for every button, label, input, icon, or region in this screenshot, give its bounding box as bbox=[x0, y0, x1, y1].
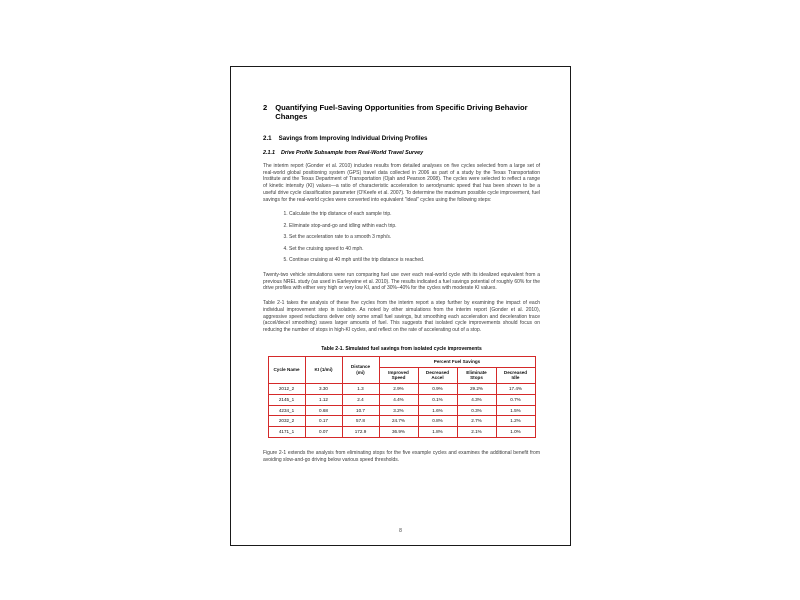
list-item: 3. Set the acceleration rate to a smooth 3 mph/s. bbox=[289, 234, 540, 241]
table-cell: 2.9% bbox=[379, 384, 418, 395]
column-header-eliminate-stops: Eliminate Stops bbox=[457, 367, 496, 383]
table-cell: 57.8 bbox=[342, 416, 379, 427]
table-header-row bbox=[268, 356, 535, 367]
subsubsection-heading bbox=[263, 150, 540, 156]
table-cell: 17.4% bbox=[496, 384, 535, 395]
table-cell: 24.7% bbox=[379, 416, 418, 427]
table-cell: 4234_1 bbox=[268, 405, 305, 416]
table-cell: 1.3 bbox=[342, 384, 379, 395]
table-cell: 0.8% bbox=[418, 416, 457, 427]
table-caption: Table 2-1. Simulated fuel savings from isolated cycle improvements bbox=[321, 345, 482, 352]
table-cell: 2032_2 bbox=[268, 416, 305, 427]
column-header-decreased-accel: Decreased Accel bbox=[418, 367, 457, 383]
table-cell: 2.4 bbox=[342, 394, 379, 405]
table-cell: 0.1% bbox=[418, 394, 457, 405]
table-cell: 1.2% bbox=[496, 416, 535, 427]
table-cell: 1.12 bbox=[305, 394, 342, 405]
subsubsection-number: 2.1.1 bbox=[263, 149, 275, 156]
column-header-group: Percent Fuel Savings bbox=[379, 356, 535, 367]
table-header bbox=[268, 356, 535, 383]
subsection-title: Savings from Improving Individual Driving Profiles bbox=[278, 134, 428, 142]
table-row bbox=[268, 427, 535, 438]
table-body bbox=[268, 384, 535, 438]
table-cell: 0.7% bbox=[496, 394, 535, 405]
paragraph-intro: The interim report (Gonder et al. 2010) includes results from detailed analyses on five cycles selected from a large set of real-world global positioning system (GPS) travel data collected in 2006 as part of a study by the Texas Transportation Institute and the Texas Department of Transportation (Ojah and Pearson 2008). The cycles were selected to reflect a range of kinetic intensity (KI) values—a ratio of characteristic acceleration to aerodynamic speed that has been shown to be a useful drive cycle classification parameter (O'Keefe et al. 2007). To determine the maximum possible cycle improvement, fuel savings for the real-world cycles were converted into equivalent "ideal" cycles using the following steps: bbox=[263, 162, 540, 203]
subsubsection-title: Drive Profile Subsample from Real-World Travel Survey bbox=[281, 149, 424, 156]
column-header-cycle-name: Cycle Name bbox=[268, 356, 305, 383]
table-cell: 3.30 bbox=[305, 384, 342, 395]
table-cell: 1.8% bbox=[418, 427, 457, 438]
document-page bbox=[230, 66, 571, 546]
ideal-cycle-steps-list bbox=[263, 211, 540, 264]
list-item: 5. Continue cruising at 40 mph until the trip distance is reached. bbox=[289, 257, 540, 264]
page-number: 8 bbox=[399, 528, 402, 534]
table-cell: 2012_2 bbox=[268, 384, 305, 395]
table-cell: 2145_1 bbox=[268, 394, 305, 405]
table-cell: 2.1% bbox=[457, 427, 496, 438]
list-item: 2. Eliminate stop-and-go and idling within each trip. bbox=[289, 223, 540, 230]
paragraph-figure-reference: Figure 2-1 extends the analysis from eliminating stops for the five example cycles and examines the additional benefit from avoiding slow-and-go driving below various speed thresholds. bbox=[263, 449, 540, 463]
table-cell: 36.9% bbox=[379, 427, 418, 438]
table-cell: 2.7% bbox=[457, 416, 496, 427]
table-cell: 29.2% bbox=[457, 384, 496, 395]
column-header-decreased-idle: Decreased Idle bbox=[496, 367, 535, 383]
paragraph-table-discussion: Table 2-1 takes the analysis of these five cycles from the interim report a step further by examining the impact of each individual improvement step in isolation. As noted by other simulations from the interim report (Gonder et al. 2010), aggressive speed reductions deliver only some small fuel savings, but smoothing each acceleration and deceleration trace (accel/decel smoothing) saves larger amounts of fuel. This suggests that isolated cycle improvements should focus on reducing the number of stops in high-KI cycles, and reflect on the rate of accelerating out of a stop. bbox=[263, 300, 540, 334]
table-cell: 1.5% bbox=[496, 405, 535, 416]
table-cell: 3.2% bbox=[379, 405, 418, 416]
table-cell: 4.3% bbox=[457, 394, 496, 405]
fuel-savings-table bbox=[268, 356, 536, 438]
table-cell: 4.4% bbox=[379, 394, 418, 405]
table-cell: 172.9 bbox=[342, 427, 379, 438]
table-cell: 0.07 bbox=[305, 427, 342, 438]
subsection-heading bbox=[263, 135, 540, 142]
table-row bbox=[268, 394, 535, 405]
table-row bbox=[268, 384, 535, 395]
table-cell: 0.68 bbox=[305, 405, 342, 416]
table-cell: 0.9% bbox=[418, 384, 457, 395]
section-title: Quantifying Fuel-Saving Opportunities from Specific Driving Behavior Changes bbox=[275, 103, 528, 122]
list-item: 1. Calculate the trip distance of each sample trip. bbox=[289, 211, 540, 218]
table-cell: 10.7 bbox=[342, 405, 379, 416]
column-header-distance: Distance (mi) bbox=[342, 356, 379, 383]
table-cell: 1.0% bbox=[496, 427, 535, 438]
table-row bbox=[268, 416, 535, 427]
table-cell: 1.6% bbox=[418, 405, 457, 416]
paragraph-simulations: Twenty-two vehicle simulations were run comparing fuel use over each real-world cycle with its idealized equivalent from a previous NREL study (as used in Earleywine et al. 2010). The results indicated a fuel savings potential of roughly 60% for the drive profiles with either very high or very low KI, and of 30%–40% for the cycles with moderate KI values. bbox=[263, 271, 540, 292]
table-cell: 0.3% bbox=[457, 405, 496, 416]
section-heading bbox=[263, 103, 540, 122]
subsection-number: 2.1 bbox=[263, 134, 272, 142]
column-header-ki: KI (1/mi) bbox=[305, 356, 342, 383]
column-header-improved-speed: Improved Speed bbox=[379, 367, 418, 383]
table-row bbox=[268, 405, 535, 416]
table-cell: 4171_1 bbox=[268, 427, 305, 438]
section-number: 2 bbox=[263, 103, 268, 112]
table-cell: 0.17 bbox=[305, 416, 342, 427]
list-item: 4. Set the cruising speed to 40 mph. bbox=[289, 246, 540, 253]
